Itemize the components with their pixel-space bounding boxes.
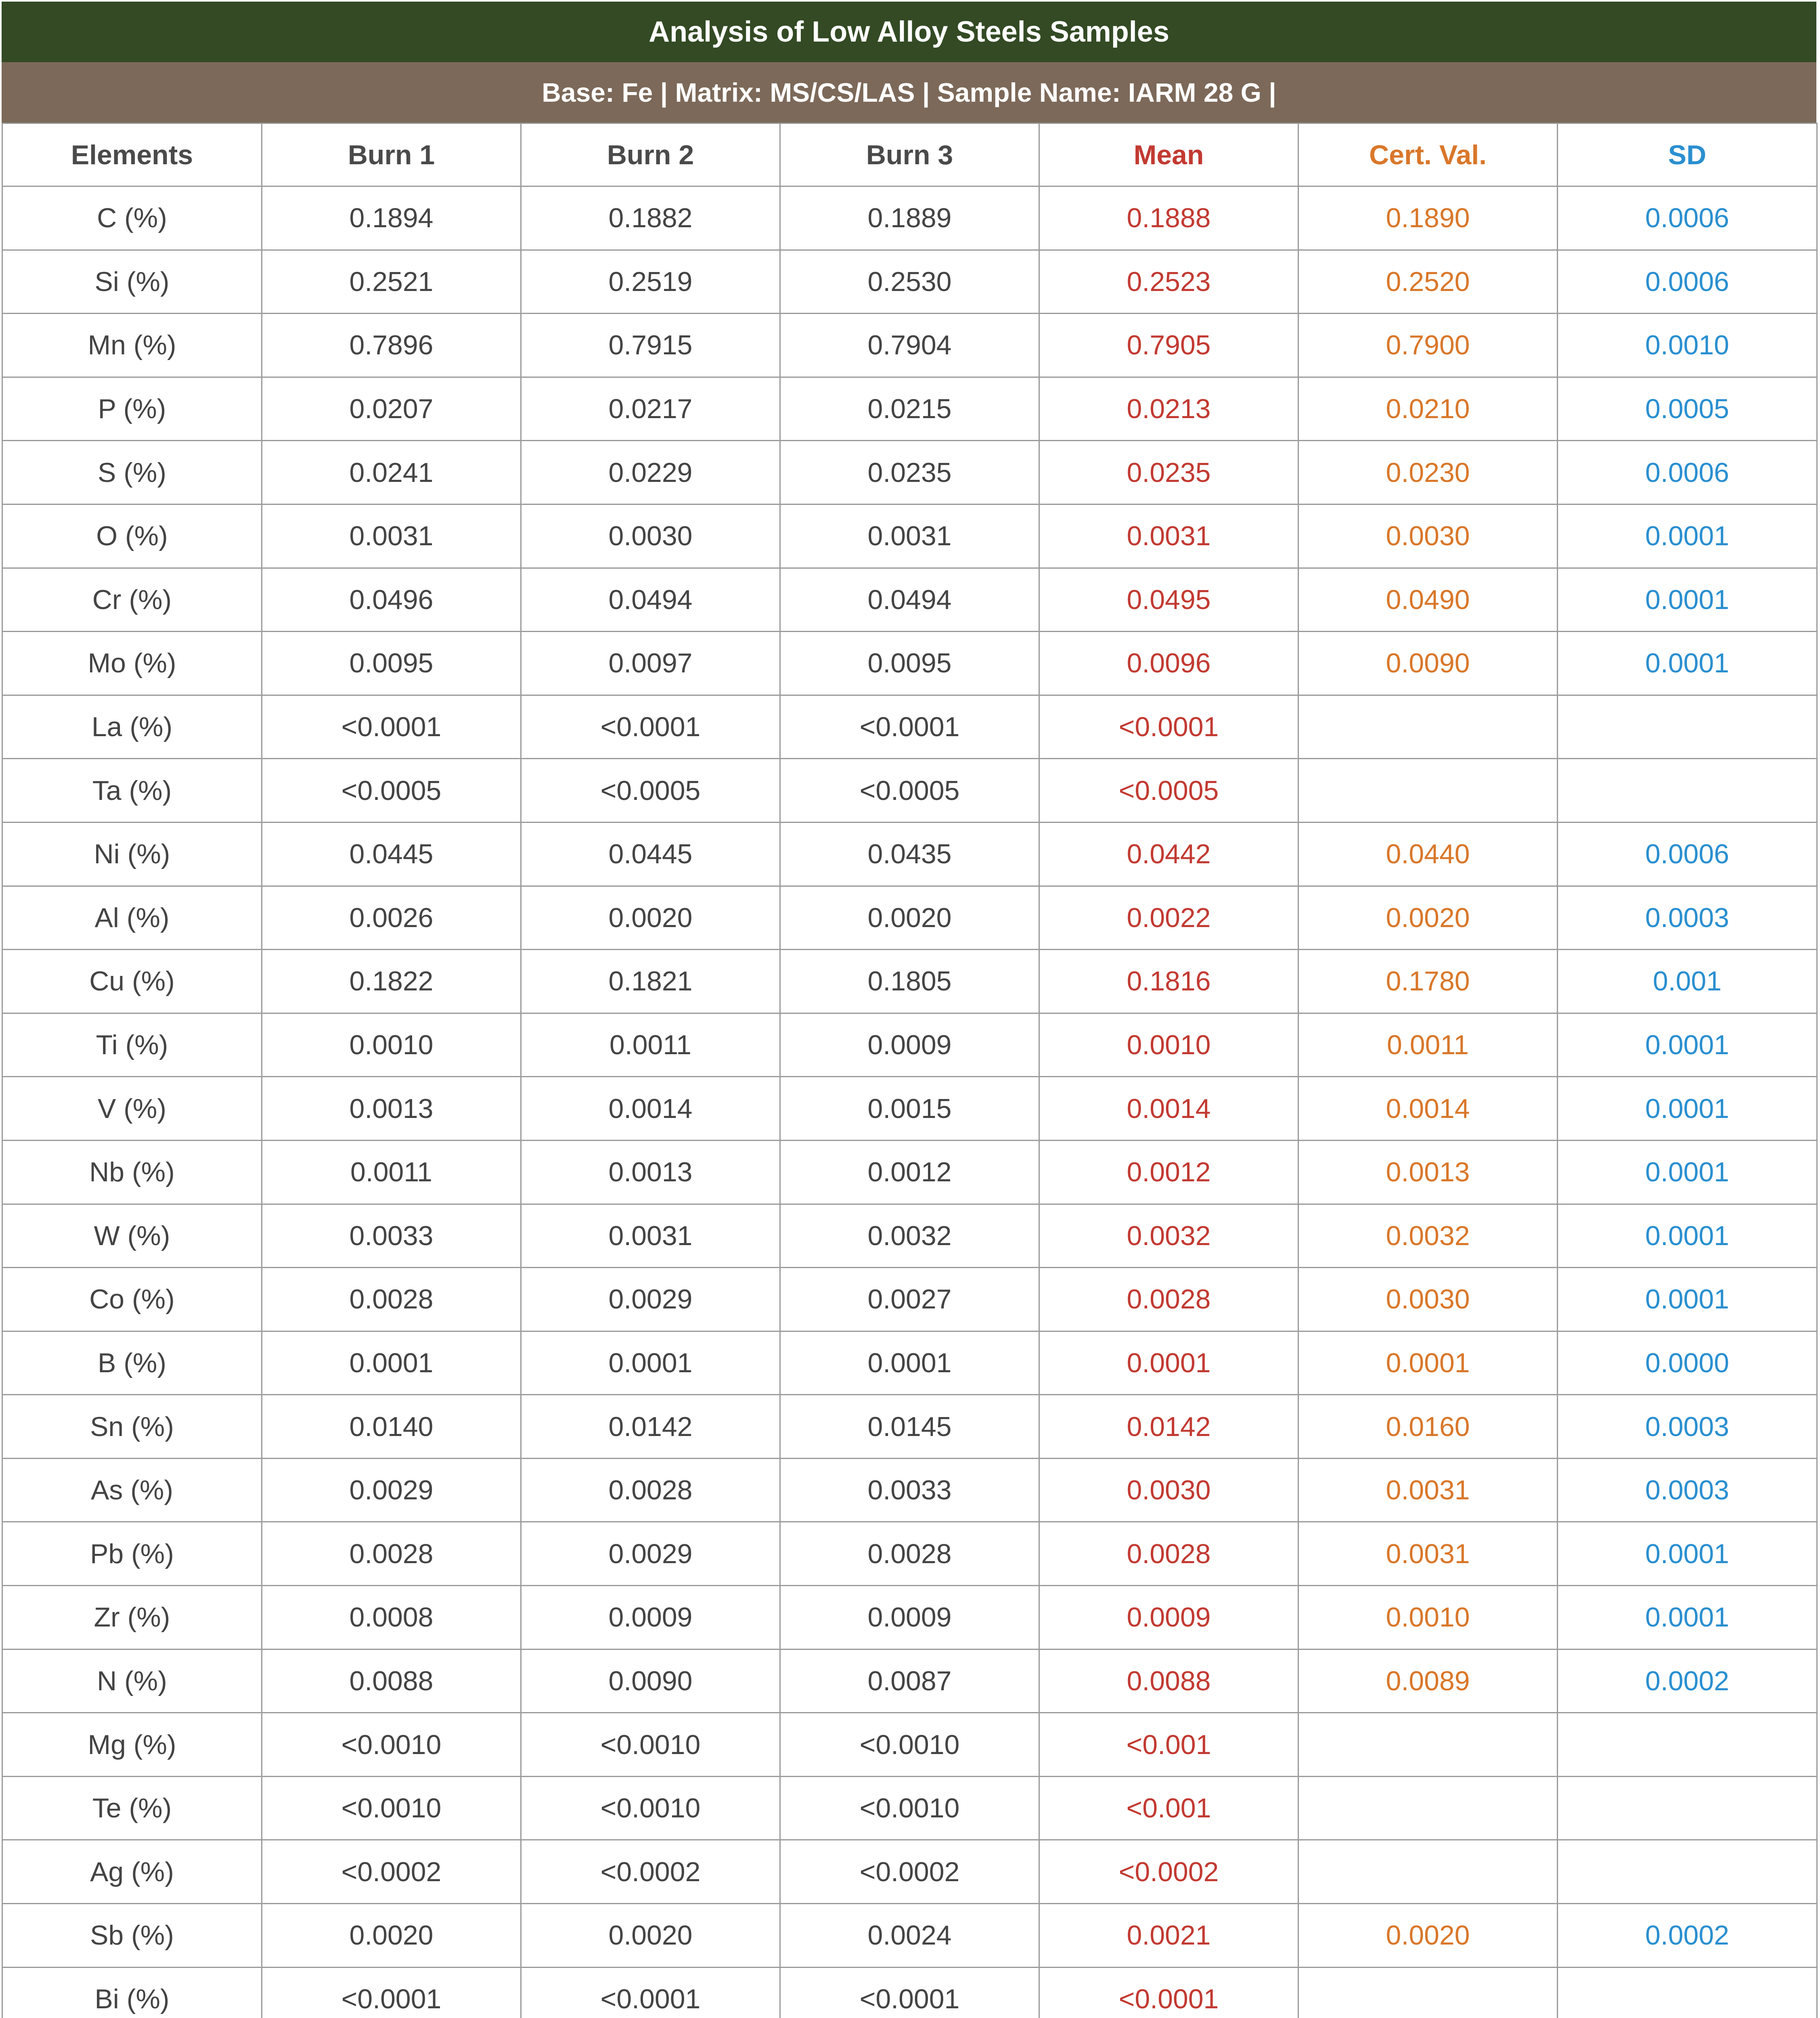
cell-burn-3: <0.0005 xyxy=(780,759,1039,823)
cell-burn-1: 0.0241 xyxy=(262,441,521,504)
cell-sd: 0.0001 xyxy=(1558,1077,1817,1141)
cell-mean: <0.0005 xyxy=(1039,759,1299,823)
cell-burn-3: <0.0010 xyxy=(780,1776,1039,1840)
cell-burn-2: <0.0002 xyxy=(521,1840,780,1904)
cell-burn-2: 0.0229 xyxy=(521,441,780,504)
cell-mean: 0.0495 xyxy=(1039,568,1299,632)
cell-burn-2: <0.0010 xyxy=(521,1776,780,1840)
cell-burn-1: <0.0001 xyxy=(262,695,521,759)
cell-mean: <0.0001 xyxy=(1039,1967,1299,2018)
cell-burn-1: <0.0010 xyxy=(262,1776,521,1840)
table-row xyxy=(2,1395,1817,1459)
cell-burn-2: 0.0217 xyxy=(521,377,780,441)
cell-cert-val xyxy=(1299,1776,1558,1840)
cell-burn-1: 0.0011 xyxy=(262,1140,521,1204)
cell-mean: 0.7905 xyxy=(1039,314,1299,377)
cell-burn-2: 0.0011 xyxy=(521,1013,780,1077)
cell-element: Ti (%) xyxy=(2,1013,262,1077)
cell-burn-3: 0.0028 xyxy=(780,1522,1039,1586)
cell-mean: 0.0012 xyxy=(1039,1140,1299,1204)
cell-cert-val: 0.7900 xyxy=(1299,314,1558,377)
cell-burn-2: 0.0001 xyxy=(521,1331,780,1395)
cell-mean: <0.001 xyxy=(1039,1776,1299,1840)
cell-cert-val: 0.1780 xyxy=(1299,950,1558,1013)
cell-mean: 0.2523 xyxy=(1039,250,1299,314)
table-row xyxy=(2,759,1817,823)
cell-burn-3: <0.0001 xyxy=(780,1967,1039,2018)
cell-element: B (%) xyxy=(2,1331,262,1395)
cell-mean: 0.0001 xyxy=(1039,1331,1299,1395)
table-subtitle: Base: Fe | Matrix: MS/CS/LAS | Sample Name: IARM 28 G | xyxy=(2,62,1816,123)
cell-burn-3: 0.0031 xyxy=(780,504,1039,568)
cell-mean: <0.001 xyxy=(1039,1713,1299,1777)
cell-element: Bi (%) xyxy=(2,1967,262,2018)
cell-element: N (%) xyxy=(2,1649,262,1713)
table-row xyxy=(2,695,1817,759)
cell-burn-1: 0.0028 xyxy=(262,1268,521,1331)
cell-element: Mg (%) xyxy=(2,1713,262,1777)
cell-sd: 0.0001 xyxy=(1558,1204,1817,1268)
cell-burn-1: 0.0010 xyxy=(262,1013,521,1077)
cell-mean: 0.0235 xyxy=(1039,441,1299,504)
cell-mean: 0.0142 xyxy=(1039,1395,1299,1459)
cell-burn-1: 0.0031 xyxy=(262,504,521,568)
cell-element: As (%) xyxy=(2,1458,262,1522)
table-row xyxy=(2,1204,1817,1268)
table-row xyxy=(2,1904,1817,1968)
cell-burn-2: <0.0001 xyxy=(521,1967,780,2018)
table-row xyxy=(2,632,1817,695)
cell-element: S (%) xyxy=(2,441,262,504)
cell-mean: 0.0010 xyxy=(1039,1013,1299,1077)
cell-mean: 0.1816 xyxy=(1039,950,1299,1013)
table-row xyxy=(2,1967,1817,2018)
cell-element: Sb (%) xyxy=(2,1904,262,1968)
cell-burn-2: 0.0445 xyxy=(521,822,780,886)
cell-sd: 0.0010 xyxy=(1558,314,1817,377)
header-elements: Elements xyxy=(2,124,262,186)
cell-burn-2: 0.0020 xyxy=(521,1904,780,1968)
cell-mean: 0.1888 xyxy=(1039,186,1299,250)
cell-burn-2: <0.0005 xyxy=(521,759,780,823)
cell-mean: 0.0030 xyxy=(1039,1458,1299,1522)
table-row xyxy=(2,1458,1817,1522)
cell-mean: 0.0028 xyxy=(1039,1268,1299,1331)
cell-burn-2: 0.0014 xyxy=(521,1077,780,1141)
cell-burn-1: 0.0496 xyxy=(262,568,521,632)
cell-burn-3: <0.0002 xyxy=(780,1840,1039,1904)
cell-burn-3: 0.1889 xyxy=(780,186,1039,250)
cell-sd: 0.0002 xyxy=(1558,1904,1817,1968)
cell-burn-1: 0.0445 xyxy=(262,822,521,886)
cell-burn-2: <0.0010 xyxy=(521,1713,780,1777)
cell-sd: 0.0001 xyxy=(1558,1140,1817,1204)
cell-sd xyxy=(1558,1776,1817,1840)
cell-element: Zr (%) xyxy=(2,1586,262,1650)
cell-burn-3: 0.0032 xyxy=(780,1204,1039,1268)
cell-cert-val: 0.0490 xyxy=(1299,568,1558,632)
table-body xyxy=(2,186,1817,2018)
table-row xyxy=(2,822,1817,886)
cell-cert-val: 0.0160 xyxy=(1299,1395,1558,1459)
cell-cert-val: 0.0030 xyxy=(1299,1268,1558,1331)
cell-element: W (%) xyxy=(2,1204,262,1268)
cell-burn-2: 0.0028 xyxy=(521,1458,780,1522)
cell-burn-3: 0.0015 xyxy=(780,1077,1039,1141)
cell-sd: 0.0001 xyxy=(1558,1013,1817,1077)
table-row xyxy=(2,186,1817,250)
cell-mean: <0.0001 xyxy=(1039,695,1299,759)
cell-element: V (%) xyxy=(2,1077,262,1141)
header-burn-2: Burn 2 xyxy=(521,124,780,186)
cell-sd: 0.0001 xyxy=(1558,568,1817,632)
cell-element: Ag (%) xyxy=(2,1840,262,1904)
cell-sd xyxy=(1558,1967,1817,2018)
cell-sd: 0.0006 xyxy=(1558,822,1817,886)
table-title: Analysis of Low Alloy Steels Samples xyxy=(2,2,1816,62)
table-row xyxy=(2,886,1817,950)
cell-sd: 0.001 xyxy=(1558,950,1817,1013)
cell-element: Sn (%) xyxy=(2,1395,262,1459)
cell-sd: 0.0002 xyxy=(1558,1649,1817,1713)
cell-burn-1: 0.0029 xyxy=(262,1458,521,1522)
cell-burn-1: 0.7896 xyxy=(262,314,521,377)
cell-burn-2: <0.0001 xyxy=(521,695,780,759)
table-row xyxy=(2,1522,1817,1586)
cell-burn-3: 0.2530 xyxy=(780,250,1039,314)
cell-cert-val: 0.0089 xyxy=(1299,1649,1558,1713)
cell-cert-val xyxy=(1299,759,1558,823)
cell-burn-1: 0.1822 xyxy=(262,950,521,1013)
cell-cert-val: 0.2520 xyxy=(1299,250,1558,314)
cell-cert-val: 0.0032 xyxy=(1299,1204,1558,1268)
cell-burn-3: 0.0435 xyxy=(780,822,1039,886)
cell-burn-3: 0.0012 xyxy=(780,1140,1039,1204)
cell-sd: 0.0006 xyxy=(1558,250,1817,314)
cell-sd: 0.0000 xyxy=(1558,1331,1817,1395)
cell-burn-3: 0.0033 xyxy=(780,1458,1039,1522)
cell-burn-3: 0.0009 xyxy=(780,1013,1039,1077)
cell-burn-2: 0.0097 xyxy=(521,632,780,695)
cell-burn-2: 0.0009 xyxy=(521,1586,780,1650)
header-row xyxy=(2,124,1817,186)
cell-burn-1: 0.0140 xyxy=(262,1395,521,1459)
cell-sd: 0.0005 xyxy=(1558,377,1817,441)
cell-cert-val: 0.0020 xyxy=(1299,886,1558,950)
cell-element: Co (%) xyxy=(2,1268,262,1331)
header-cert-val: Cert. Val. xyxy=(1299,124,1558,186)
cell-burn-3: 0.0027 xyxy=(780,1268,1039,1331)
cell-element: Ni (%) xyxy=(2,822,262,886)
cell-burn-2: 0.0029 xyxy=(521,1522,780,1586)
cell-mean: 0.0031 xyxy=(1039,504,1299,568)
cell-mean: 0.0022 xyxy=(1039,886,1299,950)
table-row xyxy=(2,1140,1817,1204)
cell-burn-1: 0.0207 xyxy=(262,377,521,441)
cell-cert-val: 0.0440 xyxy=(1299,822,1558,886)
cell-element: Ta (%) xyxy=(2,759,262,823)
table-row xyxy=(2,1013,1817,1077)
cell-burn-1: 0.0020 xyxy=(262,1904,521,1968)
cell-element: Si (%) xyxy=(2,250,262,314)
cell-burn-3: 0.0494 xyxy=(780,568,1039,632)
header-sd: SD xyxy=(1558,124,1817,186)
cell-burn-3: 0.0001 xyxy=(780,1331,1039,1395)
cell-cert-val: 0.0230 xyxy=(1299,441,1558,504)
cell-element: Nb (%) xyxy=(2,1140,262,1204)
cell-sd: 0.0003 xyxy=(1558,886,1817,950)
cell-element: C (%) xyxy=(2,186,262,250)
cell-sd xyxy=(1558,1713,1817,1777)
cell-burn-1: 0.0001 xyxy=(262,1331,521,1395)
cell-burn-3: 0.0215 xyxy=(780,377,1039,441)
table-row xyxy=(2,1586,1817,1650)
cell-cert-val: 0.0014 xyxy=(1299,1077,1558,1141)
cell-sd: 0.0006 xyxy=(1558,441,1817,504)
cell-element: Pb (%) xyxy=(2,1522,262,1586)
cell-sd: 0.0001 xyxy=(1558,1586,1817,1650)
cell-burn-1: 0.0033 xyxy=(262,1204,521,1268)
cell-cert-val: 0.1890 xyxy=(1299,186,1558,250)
cell-sd xyxy=(1558,1840,1817,1904)
cell-sd: 0.0006 xyxy=(1558,186,1817,250)
cell-mean: 0.0032 xyxy=(1039,1204,1299,1268)
cell-element: P (%) xyxy=(2,377,262,441)
table-row xyxy=(2,377,1817,441)
cell-sd: 0.0001 xyxy=(1558,1522,1817,1586)
cell-burn-2: 0.0090 xyxy=(521,1649,780,1713)
cell-mean: 0.0009 xyxy=(1039,1586,1299,1650)
cell-burn-2: 0.2519 xyxy=(521,250,780,314)
table-row xyxy=(2,250,1817,314)
cell-burn-1: <0.0002 xyxy=(262,1840,521,1904)
cell-burn-2: 0.0494 xyxy=(521,568,780,632)
cell-element: La (%) xyxy=(2,695,262,759)
cell-burn-1: <0.0005 xyxy=(262,759,521,823)
analysis-table xyxy=(2,123,1818,2018)
cell-burn-1: 0.0026 xyxy=(262,886,521,950)
cell-burn-3: <0.0001 xyxy=(780,695,1039,759)
cell-element: O (%) xyxy=(2,504,262,568)
cell-burn-3: <0.0010 xyxy=(780,1713,1039,1777)
cell-burn-2: 0.0030 xyxy=(521,504,780,568)
cell-cert-val: 0.0001 xyxy=(1299,1331,1558,1395)
cell-element: Te (%) xyxy=(2,1776,262,1840)
cell-cert-val xyxy=(1299,1967,1558,2018)
cell-cert-val: 0.0011 xyxy=(1299,1013,1558,1077)
table-row xyxy=(2,950,1817,1013)
cell-cert-val xyxy=(1299,1840,1558,1904)
cell-burn-3: 0.0020 xyxy=(780,886,1039,950)
cell-burn-1: 0.0088 xyxy=(262,1649,521,1713)
cell-mean: 0.0442 xyxy=(1039,822,1299,886)
cell-cert-val: 0.0210 xyxy=(1299,377,1558,441)
cell-burn-3: 0.0095 xyxy=(780,632,1039,695)
cell-sd: 0.0001 xyxy=(1558,632,1817,695)
table-row xyxy=(2,441,1817,504)
cell-cert-val: 0.0013 xyxy=(1299,1140,1558,1204)
table-row xyxy=(2,1840,1817,1904)
cell-element: Cu (%) xyxy=(2,950,262,1013)
cell-burn-2: 0.0029 xyxy=(521,1268,780,1331)
cell-element: Mn (%) xyxy=(2,314,262,377)
header-mean: Mean xyxy=(1039,124,1299,186)
table-row xyxy=(2,1649,1817,1713)
cell-burn-3: 0.7904 xyxy=(780,314,1039,377)
cell-burn-3: 0.0024 xyxy=(780,1904,1039,1968)
cell-burn-2: 0.1821 xyxy=(521,950,780,1013)
cell-burn-2: 0.7915 xyxy=(521,314,780,377)
cell-burn-1: 0.1894 xyxy=(262,186,521,250)
cell-burn-2: 0.0020 xyxy=(521,886,780,950)
cell-burn-1: <0.0010 xyxy=(262,1713,521,1777)
cell-burn-3: 0.0009 xyxy=(780,1586,1039,1650)
header-burn-1: Burn 1 xyxy=(262,124,521,186)
cell-burn-2: 0.0031 xyxy=(521,1204,780,1268)
header-burn-3: Burn 3 xyxy=(780,124,1039,186)
cell-cert-val: 0.0031 xyxy=(1299,1458,1558,1522)
table-row xyxy=(2,568,1817,632)
cell-burn-2: 0.1882 xyxy=(521,186,780,250)
cell-element: Al (%) xyxy=(2,886,262,950)
cell-cert-val xyxy=(1299,1713,1558,1777)
cell-burn-2: 0.0142 xyxy=(521,1395,780,1459)
cell-burn-3: 0.0087 xyxy=(780,1649,1039,1713)
table-row xyxy=(2,1776,1817,1840)
table-row xyxy=(2,314,1817,377)
cell-element: Mo (%) xyxy=(2,632,262,695)
cell-mean: <0.0002 xyxy=(1039,1840,1299,1904)
table-row xyxy=(2,1331,1817,1395)
cell-burn-1: 0.2521 xyxy=(262,250,521,314)
cell-cert-val: 0.0010 xyxy=(1299,1586,1558,1650)
cell-sd xyxy=(1558,759,1817,823)
cell-cert-val: 0.0090 xyxy=(1299,632,1558,695)
table-row xyxy=(2,1077,1817,1141)
cell-cert-val xyxy=(1299,695,1558,759)
cell-burn-3: 0.1805 xyxy=(780,950,1039,1013)
cell-sd: 0.0003 xyxy=(1558,1458,1817,1522)
cell-cert-val: 0.0030 xyxy=(1299,504,1558,568)
cell-burn-2: 0.0013 xyxy=(521,1140,780,1204)
cell-sd xyxy=(1558,695,1817,759)
cell-cert-val: 0.0020 xyxy=(1299,1904,1558,1968)
cell-mean: 0.0021 xyxy=(1039,1904,1299,1968)
cell-burn-1: <0.0001 xyxy=(262,1967,521,2018)
cell-burn-1: 0.0095 xyxy=(262,632,521,695)
cell-mean: 0.0213 xyxy=(1039,377,1299,441)
cell-burn-1: 0.0028 xyxy=(262,1522,521,1586)
cell-burn-1: 0.0013 xyxy=(262,1077,521,1141)
cell-mean: 0.0028 xyxy=(1039,1522,1299,1586)
cell-sd: 0.0001 xyxy=(1558,504,1817,568)
cell-burn-3: 0.0145 xyxy=(780,1395,1039,1459)
cell-burn-3: 0.0235 xyxy=(780,441,1039,504)
table-row xyxy=(2,1713,1817,1777)
cell-element: Cr (%) xyxy=(2,568,262,632)
cell-burn-1: 0.0008 xyxy=(262,1586,521,1650)
cell-mean: 0.0088 xyxy=(1039,1649,1299,1713)
table-row xyxy=(2,1268,1817,1331)
cell-sd: 0.0003 xyxy=(1558,1395,1817,1459)
cell-mean: 0.0096 xyxy=(1039,632,1299,695)
table-row xyxy=(2,504,1817,568)
cell-mean: 0.0014 xyxy=(1039,1077,1299,1141)
cell-sd: 0.0001 xyxy=(1558,1268,1817,1331)
cell-cert-val: 0.0031 xyxy=(1299,1522,1558,1586)
